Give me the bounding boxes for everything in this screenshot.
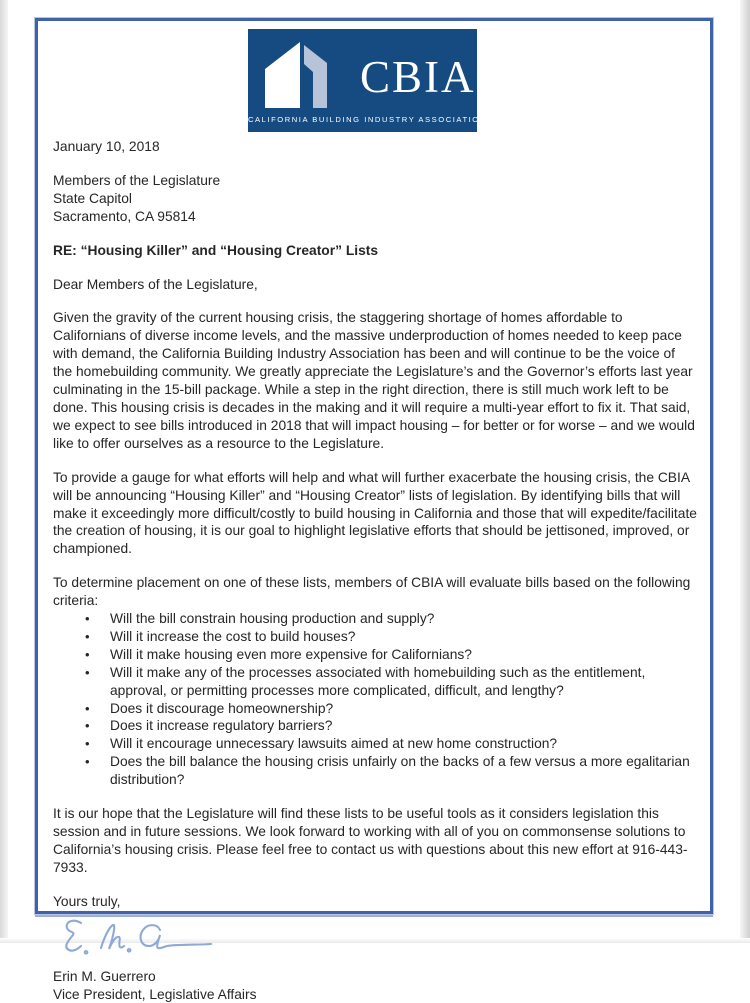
- house-icon: [265, 42, 353, 108]
- recipient-address-line: Members of the Legislature: [53, 172, 221, 188]
- body-paragraph-2: To provide a gauge for what efforts will help and what will further exacerbate the housing crisis, the CBIA will be announcing “Housing Killer” and “Housing Creator” lists of legislation. By identifying bills that will make it exceedingly more difficult/costly to build housing in California and those that will expedite/facilitate the creation of housing, it is our goal to highlight legislative efforts that should be jettisoned, improved, or championed.: [53, 469, 697, 557]
- letter-body: [53, 138, 697, 1003]
- criteria-item: • Does it discourage homeownership?: [110, 700, 697, 718]
- criteria-item: • Does the bill balance the housing crisis unfairly on the backs of a few versus a more egalitarian distribution?: [110, 753, 697, 789]
- criteria-intro: To determine placement on one of these lists, members of CBIA will evaluate bills based on the following criteria:: [53, 575, 691, 609]
- criteria-item: • Will it make any of the processes associated with homebuilding such as the entitlement, approval, or permitting processes more complicated, difficult, and lengthy?: [110, 664, 697, 700]
- criteria-list: [53, 610, 697, 789]
- signer-name: Erin M. Guerrero: [53, 968, 156, 984]
- recipient-address-line: State Capitol: [53, 190, 132, 206]
- subject-line: RE: “Housing Killer” and “Housing Creator” Lists: [53, 242, 379, 258]
- cbia-logo: [248, 29, 487, 132]
- logo-caption-text: CALIFORNIA BUILDING INDUSTRY ASSOCIATION: [248, 115, 487, 124]
- signature-block: [53, 968, 697, 1003]
- criteria-item: • Will it make housing even more expensive for Californians?: [110, 646, 697, 664]
- scan-edge-left: [0, 0, 8, 943]
- criteria-item: • Will it increase the cost to build houses?: [110, 628, 697, 646]
- letter-content: [38, 29, 710, 1003]
- recipient-address-line: Sacramento, CA 95814: [53, 208, 196, 224]
- scan-edge-right: [740, 0, 750, 943]
- handwritten-signature: [59, 914, 219, 960]
- salutation: Dear Members of the Legislature,: [53, 276, 258, 292]
- closing-paragraph: It is our hope that the Legislature will find these lists to be useful tools as it considers legislation this session and in future sessions. We look forward to working with all of you on commonsense solutions to California’s housing crisis. Please feel free to contact us with questions about this new effort at 916-443-7933.: [53, 806, 688, 875]
- signer-title: Vice President, Legislative Affairs: [53, 986, 257, 1002]
- criteria-item: • Will the bill constrain housing production and supply?: [110, 610, 697, 628]
- criteria-item: • Does it increase regulatory barriers?: [110, 717, 697, 735]
- letter-date: January 10, 2018: [53, 139, 160, 154]
- body-paragraph-1: Given the gravity of the current housing crisis, the staggering shortage of homes affordable to Californians of diverse income levels, and the massive underproduction of homes needed to keep pace with demand, the California Building Industry Association has been and will continue to be the voice of the homebuilding community. We greatly appreciate the Legislature’s and the Governor’s efforts last year culminating in the 15-bill package. While a step in the right direction, there is still much work left to be done. This housing crisis is decades in the making and it will require a multi-year effort to fix it. That said, we expect to see bills introduced in 2018 that will impact housing – for better or for worse – and we would like to offer ourselves as a resource to the Legislature.: [53, 310, 695, 451]
- valediction: Yours truly,: [53, 893, 121, 909]
- page-border-frame: [35, 18, 713, 1002]
- recipient-address: [53, 172, 697, 226]
- logo-acronym-text: CBIA: [360, 52, 476, 102]
- criteria-item: • Will it encourage unnecessary lawsuits aimed at new home construction?: [110, 735, 697, 753]
